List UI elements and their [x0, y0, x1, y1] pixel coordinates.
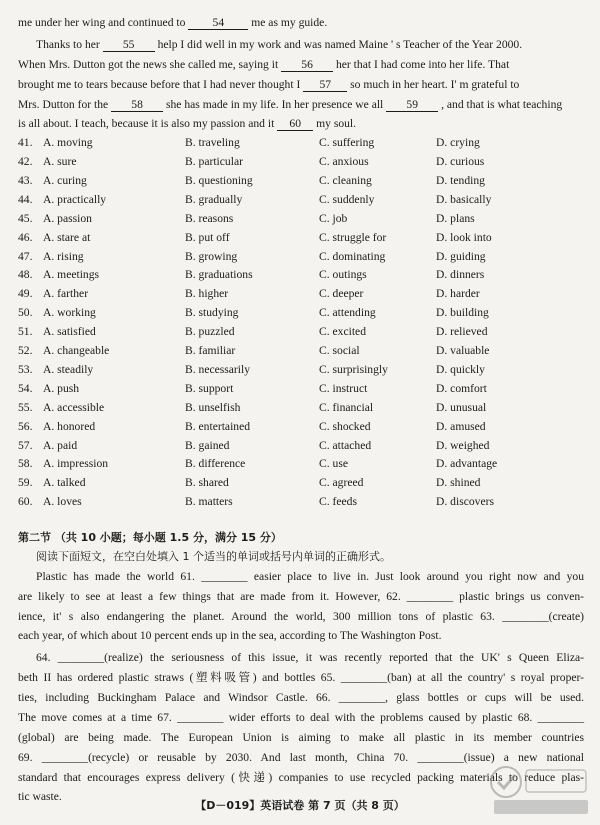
text-segment: Thanks to her	[36, 38, 100, 51]
option-row	[18, 136, 584, 150]
option-row	[18, 231, 584, 245]
option-b: B. questioning	[185, 174, 253, 187]
option-c: C. struggle for	[319, 231, 387, 244]
option-row	[18, 401, 584, 415]
option-a: A. passion	[43, 212, 92, 225]
text-segment: she has made in my life. In her presence we all	[165, 98, 384, 111]
section-instruction: 阅读下面短文，在空白处填入 1 个适当的单词或括号内单词的正确形式。	[36, 550, 391, 563]
option-c: C. anxious	[319, 155, 369, 168]
option-c: C. feeds	[319, 495, 357, 508]
page-footer: 【D－019】英语试卷 第 7 页（共 8 页）	[195, 799, 405, 812]
question-number: 42.	[18, 155, 33, 168]
option-d: D. advantage	[436, 457, 498, 470]
passage2-line: each year, of which about 10 percent ends up in the sea, according to The Washington Post.	[18, 629, 442, 642]
option-a: A. push	[43, 382, 80, 395]
passage-line-1	[18, 16, 584, 30]
question-number: 41.	[18, 136, 33, 149]
option-b: B. graduations	[185, 268, 253, 281]
option-row	[18, 325, 584, 339]
passage2-line: 64. ________(realize) the seriousness of this issue, it was recently reported that the UK' s Queen Eliza-	[36, 651, 584, 664]
option-row	[18, 382, 584, 396]
question-number: 49.	[18, 287, 33, 300]
text-segment: me as my guide.	[251, 16, 328, 29]
option-b: B. traveling	[185, 136, 240, 149]
option-b: B. puzzled	[185, 325, 235, 338]
option-d: D. plans	[436, 212, 475, 225]
question-number: 48.	[18, 268, 33, 281]
option-a: A. paid	[43, 439, 78, 452]
option-row	[18, 287, 584, 301]
option-a: A. rising	[43, 250, 84, 263]
passage-line-2	[36, 38, 584, 52]
option-c: C. social	[319, 344, 360, 357]
question-number: 51.	[18, 325, 33, 338]
blank-57: 57	[303, 79, 347, 92]
question-number: 44.	[18, 193, 33, 206]
blank-59: 59	[386, 99, 438, 112]
option-d: D. curious	[436, 155, 485, 168]
option-row	[18, 439, 584, 453]
text-segment: help I did well in my work and was named Maine ' s Teacher of the Year 2000.	[157, 38, 523, 51]
option-row	[18, 250, 584, 264]
option-a: A. talked	[43, 476, 86, 489]
option-c: C. attending	[319, 306, 376, 319]
option-a: A. stare at	[43, 231, 91, 244]
option-d: D. guiding	[436, 250, 486, 263]
option-d: D. amused	[436, 420, 486, 433]
blank-58: 58	[111, 99, 163, 112]
option-c: C. suddenly	[319, 193, 375, 206]
option-a: A. moving	[43, 136, 93, 149]
passage2-line: Plastic has made the world 61. ________ easier place to live in. Just look around you right now and you	[36, 570, 584, 583]
option-d: D. shined	[436, 476, 481, 489]
option-row	[18, 476, 584, 490]
option-d: D. weighed	[436, 439, 490, 452]
option-d: D. comfort	[436, 382, 487, 395]
option-c: C. attached	[319, 439, 372, 452]
option-b: B. reasons	[185, 212, 234, 225]
text-segment: her that I had come into her life. That	[335, 58, 510, 71]
option-b: B. difference	[185, 457, 246, 470]
option-a: A. practically	[43, 193, 107, 206]
section-heading: 第二节 （共 10 小题；每小题 1.5 分，满分 15 分）	[18, 531, 282, 544]
option-row	[18, 420, 584, 434]
option-d: D. building	[436, 306, 489, 319]
text-segment: is all about. I teach, because it is also my passion and it	[18, 117, 275, 130]
question-number: 52.	[18, 344, 33, 357]
option-c: C. outings	[319, 268, 367, 281]
option-row	[18, 155, 584, 169]
option-row	[18, 344, 584, 358]
passage2-line: are likely to see at least a few things that are made from it. However, 62. ________ plastic brings us conven-	[18, 590, 584, 603]
option-a: A. satisfied	[43, 325, 96, 338]
text-segment: my soul.	[316, 117, 357, 130]
option-b: B. shared	[185, 476, 229, 489]
question-number: 59.	[18, 476, 33, 489]
option-b: B. growing	[185, 250, 238, 263]
option-c: C. surprisingly	[319, 363, 388, 376]
question-number: 55.	[18, 401, 33, 414]
option-c: C. use	[319, 457, 348, 470]
option-c: C. instruct	[319, 382, 368, 395]
option-a: A. working	[43, 306, 96, 319]
option-b: B. entertained	[185, 420, 251, 433]
option-b: B. gradually	[185, 193, 243, 206]
passage-line-6	[18, 117, 584, 131]
option-d: D. dinners	[436, 268, 485, 281]
option-d: D. tending	[436, 174, 485, 187]
option-b: B. unselfish	[185, 401, 241, 414]
option-c: C. suffering	[319, 136, 375, 149]
watermark-logo	[486, 760, 594, 818]
option-a: A. farther	[43, 287, 89, 300]
passage2-line: ties, including Buckingham Palace and Windsor Castle. 66. ________, glass bottles or cups will be used.	[18, 691, 584, 704]
option-d: D. look into	[436, 231, 492, 244]
blank-54: 54	[188, 17, 248, 30]
option-c: C. agreed	[319, 476, 364, 489]
option-d: D. discovers	[436, 495, 494, 508]
option-b: B. studying	[185, 306, 239, 319]
option-c: C. financial	[319, 401, 374, 414]
text-segment: When Mrs. Dutton got the news she called me, saying it	[18, 58, 279, 71]
passage-line-4	[18, 78, 584, 92]
question-number: 46.	[18, 231, 33, 244]
passage2-line: ience, it' s also endangering the planet. Around the world, 300 million tons of plastic 63. ________(create)	[18, 610, 584, 623]
option-b: B. gained	[185, 439, 230, 452]
option-row	[18, 174, 584, 188]
option-a: A. loves	[43, 495, 82, 508]
option-a: A. sure	[43, 155, 77, 168]
option-d: D. crying	[436, 136, 480, 149]
passage2-line: 69. ________(recycle) or reusable by 2030. And last month, China 70. ________(issue) a new national	[18, 751, 584, 764]
option-b: B. put off	[185, 231, 230, 244]
option-d: D. unusual	[436, 401, 487, 414]
option-row	[18, 457, 584, 471]
question-number: 47.	[18, 250, 33, 263]
passage-line-5	[18, 98, 584, 112]
passage2-line: The move comes at a time 67. ________ wider efforts to deal with the problems caused by plastic 68. ________	[18, 711, 584, 724]
option-b: B. necessarily	[185, 363, 251, 376]
option-d: D. quickly	[436, 363, 485, 376]
option-c: C. cleaning	[319, 174, 372, 187]
question-number: 54.	[18, 382, 33, 395]
option-b: B. matters	[185, 495, 233, 508]
option-d: D. relieved	[436, 325, 488, 338]
text-segment: Mrs. Dutton for the	[18, 98, 109, 111]
option-b: B. familiar	[185, 344, 236, 357]
question-number: 50.	[18, 306, 33, 319]
passage2-line: tic waste.	[18, 790, 62, 803]
option-a: A. curing	[43, 174, 87, 187]
text-segment: me under her wing and continued to	[18, 16, 186, 29]
question-number: 60.	[18, 495, 33, 508]
option-b: B. particular	[185, 155, 243, 168]
option-row	[18, 268, 584, 282]
option-b: B. higher	[185, 287, 229, 300]
option-d: D. harder	[436, 287, 480, 300]
option-a: A. accessible	[43, 401, 105, 414]
option-d: D. basically	[436, 193, 492, 206]
blank-56: 56	[281, 59, 333, 72]
option-row	[18, 363, 584, 377]
option-row	[18, 193, 584, 207]
option-d: D. valuable	[436, 344, 490, 357]
question-number: 57.	[18, 439, 33, 452]
question-number: 58.	[18, 457, 33, 470]
text-segment: brought me to tears because before that I had never thought I	[18, 78, 301, 91]
passage2-line: standard that encourages express delivery (快递) companies to use recycled packing materials to reduce plas-	[18, 771, 584, 784]
question-number: 56.	[18, 420, 33, 433]
option-a: A. impression	[43, 457, 109, 470]
option-c: C. excited	[319, 325, 367, 338]
blank-60: 60	[277, 118, 313, 131]
option-row	[18, 495, 584, 509]
passage2-line: beth II has ordered plastic straws (塑料吸管) and bottles 65. ________(ban) at all the country' s royal proper-	[18, 671, 584, 684]
option-c: C. dominating	[319, 250, 386, 263]
option-b: B. support	[185, 382, 234, 395]
option-a: A. honored	[43, 420, 96, 433]
passage-line-3	[18, 58, 584, 72]
question-number: 45.	[18, 212, 33, 225]
option-a: A. changeable	[43, 344, 110, 357]
question-number: 43.	[18, 174, 33, 187]
text-segment: , and that is what teaching	[441, 98, 563, 111]
text-segment: so much in her heart. I' m grateful to	[350, 78, 520, 91]
option-c: C. job	[319, 212, 348, 225]
option-c: C. deeper	[319, 287, 364, 300]
question-number: 53.	[18, 363, 33, 376]
option-c: C. shocked	[319, 420, 371, 433]
blank-55: 55	[103, 39, 155, 52]
passage2-line: (global) are being made. The European Union is aiming to make all plastic in its member countries	[18, 731, 584, 744]
option-row	[18, 212, 584, 226]
option-a: A. meetings	[43, 268, 100, 281]
option-row	[18, 306, 584, 320]
option-a: A. steadily	[43, 363, 94, 376]
